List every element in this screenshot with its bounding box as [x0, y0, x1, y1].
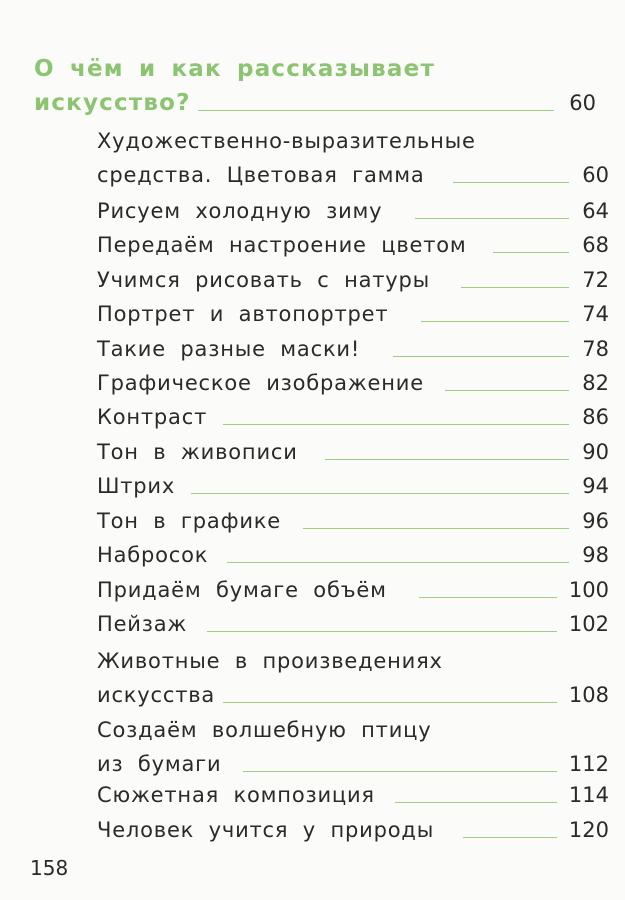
toc-page-number: 78	[582, 337, 609, 361]
leader-line	[223, 702, 557, 703]
toc-entry-line	[97, 573, 609, 607]
toc-entry-text: Пейзаж	[97, 612, 188, 636]
toc-entry[interactable]	[97, 778, 609, 812]
toc-entry-line	[97, 366, 609, 400]
leader-line	[445, 390, 569, 391]
toc-entry-text: Придаём бумаге объём	[97, 578, 387, 602]
leader-line	[198, 110, 554, 111]
toc-entry[interactable]	[97, 124, 609, 192]
toc-page-number: 94	[582, 474, 609, 498]
toc-page-number: 72	[582, 268, 609, 292]
leader-line	[453, 182, 569, 183]
leader-line	[461, 287, 569, 288]
toc-page-number: 96	[582, 509, 609, 533]
toc-page-number: 108	[568, 683, 609, 707]
toc-entry-line	[97, 469, 609, 503]
toc-entry-text: искусства	[97, 683, 216, 707]
toc-entry-text: Сюжетная композиция	[97, 783, 375, 807]
toc-page-number: 102	[568, 612, 609, 636]
toc-entry[interactable]	[97, 194, 609, 228]
toc-entry-line	[97, 263, 609, 297]
toc-entry[interactable]	[97, 504, 609, 538]
toc-entry-text: Тон в графике	[97, 509, 281, 533]
toc-entry-line	[97, 400, 609, 434]
toc-entry-text: Тон в живописи	[97, 440, 298, 464]
toc-entry-text: Учимся рисовать с натуры	[97, 268, 431, 292]
toc-page-number: 82	[582, 371, 609, 395]
section-page-number: 60	[569, 91, 596, 115]
leader-line	[415, 218, 569, 219]
toc-entry-text: средства. Цветовая гамма	[97, 163, 425, 187]
toc-entry-line	[97, 158, 609, 192]
toc-entry-text: Человек учится у природы	[97, 818, 435, 842]
toc-entry-line	[97, 228, 609, 262]
section-title	[34, 52, 614, 120]
toc-page-number: 112	[568, 752, 609, 776]
toc-entry-line	[97, 813, 609, 847]
leader-line	[223, 424, 569, 425]
toc-entry-text: Передаём настроение цветом	[97, 233, 467, 257]
section-title-line-1: О чём и как рассказывает	[34, 56, 435, 82]
leader-line	[393, 356, 569, 357]
toc-entry-line: Художественно-выразительные	[97, 129, 476, 153]
toc-page-number: 74	[582, 302, 609, 326]
toc-entry-line	[97, 747, 609, 781]
toc-entry[interactable]	[97, 644, 609, 712]
toc-entry[interactable]	[97, 469, 609, 503]
toc-entry[interactable]	[97, 813, 609, 847]
toc-entry[interactable]	[97, 332, 609, 366]
toc-entry-text: Такие разные маски!	[97, 337, 361, 361]
toc-entry[interactable]	[97, 435, 609, 469]
toc-entry[interactable]	[97, 538, 609, 572]
toc-page-number: 120	[568, 818, 609, 842]
toc-entry-line	[97, 678, 609, 712]
toc-page-number: 64	[582, 199, 609, 223]
toc-entry-text: из бумаги	[97, 752, 222, 776]
toc-entry-line	[97, 538, 609, 572]
toc-entry-line	[97, 778, 609, 812]
leader-line	[325, 459, 569, 460]
toc-page-number: 60	[582, 163, 609, 187]
leader-line	[395, 802, 557, 803]
toc-entry-line: Животные в произведениях	[97, 649, 443, 673]
section-title-line-2	[34, 86, 614, 120]
leader-line	[303, 528, 569, 529]
toc-page-number: 98	[582, 543, 609, 567]
leader-line	[207, 631, 557, 632]
toc-entry[interactable]	[97, 400, 609, 434]
toc-entry[interactable]	[97, 228, 609, 262]
toc-entry-line	[97, 607, 609, 641]
toc-entry[interactable]	[97, 607, 609, 641]
toc-entry-text: Графическое изображение	[97, 371, 424, 395]
toc-entry[interactable]	[97, 297, 609, 331]
toc-page-number: 114	[568, 783, 609, 807]
toc-entry-line	[97, 504, 609, 538]
section-title-text: искусство?	[34, 90, 191, 116]
leader-line	[493, 252, 569, 253]
toc-page-number: 68	[582, 233, 609, 257]
toc-page-number: 100	[568, 578, 609, 602]
leader-line	[227, 562, 569, 563]
leader-line	[463, 837, 557, 838]
toc-entry-text: Набросок	[97, 543, 209, 567]
toc-entry-text: Штрих	[97, 474, 176, 498]
toc-entry-text: Портрет и автопортрет	[97, 302, 389, 326]
leader-line	[421, 321, 569, 322]
leader-line	[191, 493, 569, 494]
toc-page-number: 90	[582, 440, 609, 464]
leader-line	[419, 597, 557, 598]
toc-entry-line: Создаём волшебную птицу	[97, 718, 432, 742]
toc-entry-line	[97, 435, 609, 469]
toc-entry-text: Рисуем холодную зиму	[97, 199, 383, 223]
toc-page-number: 86	[582, 405, 609, 429]
toc-entry-line	[97, 194, 609, 228]
toc-entry[interactable]	[97, 263, 609, 297]
toc-entry-line	[97, 297, 609, 331]
leader-line	[243, 771, 557, 772]
footer-page-number: 158	[30, 856, 69, 880]
toc-entry-line	[97, 332, 609, 366]
toc-entry[interactable]	[97, 713, 609, 781]
toc-entry[interactable]	[97, 573, 609, 607]
toc-entry-text: Контраст	[97, 405, 208, 429]
toc-entry[interactable]	[97, 366, 609, 400]
